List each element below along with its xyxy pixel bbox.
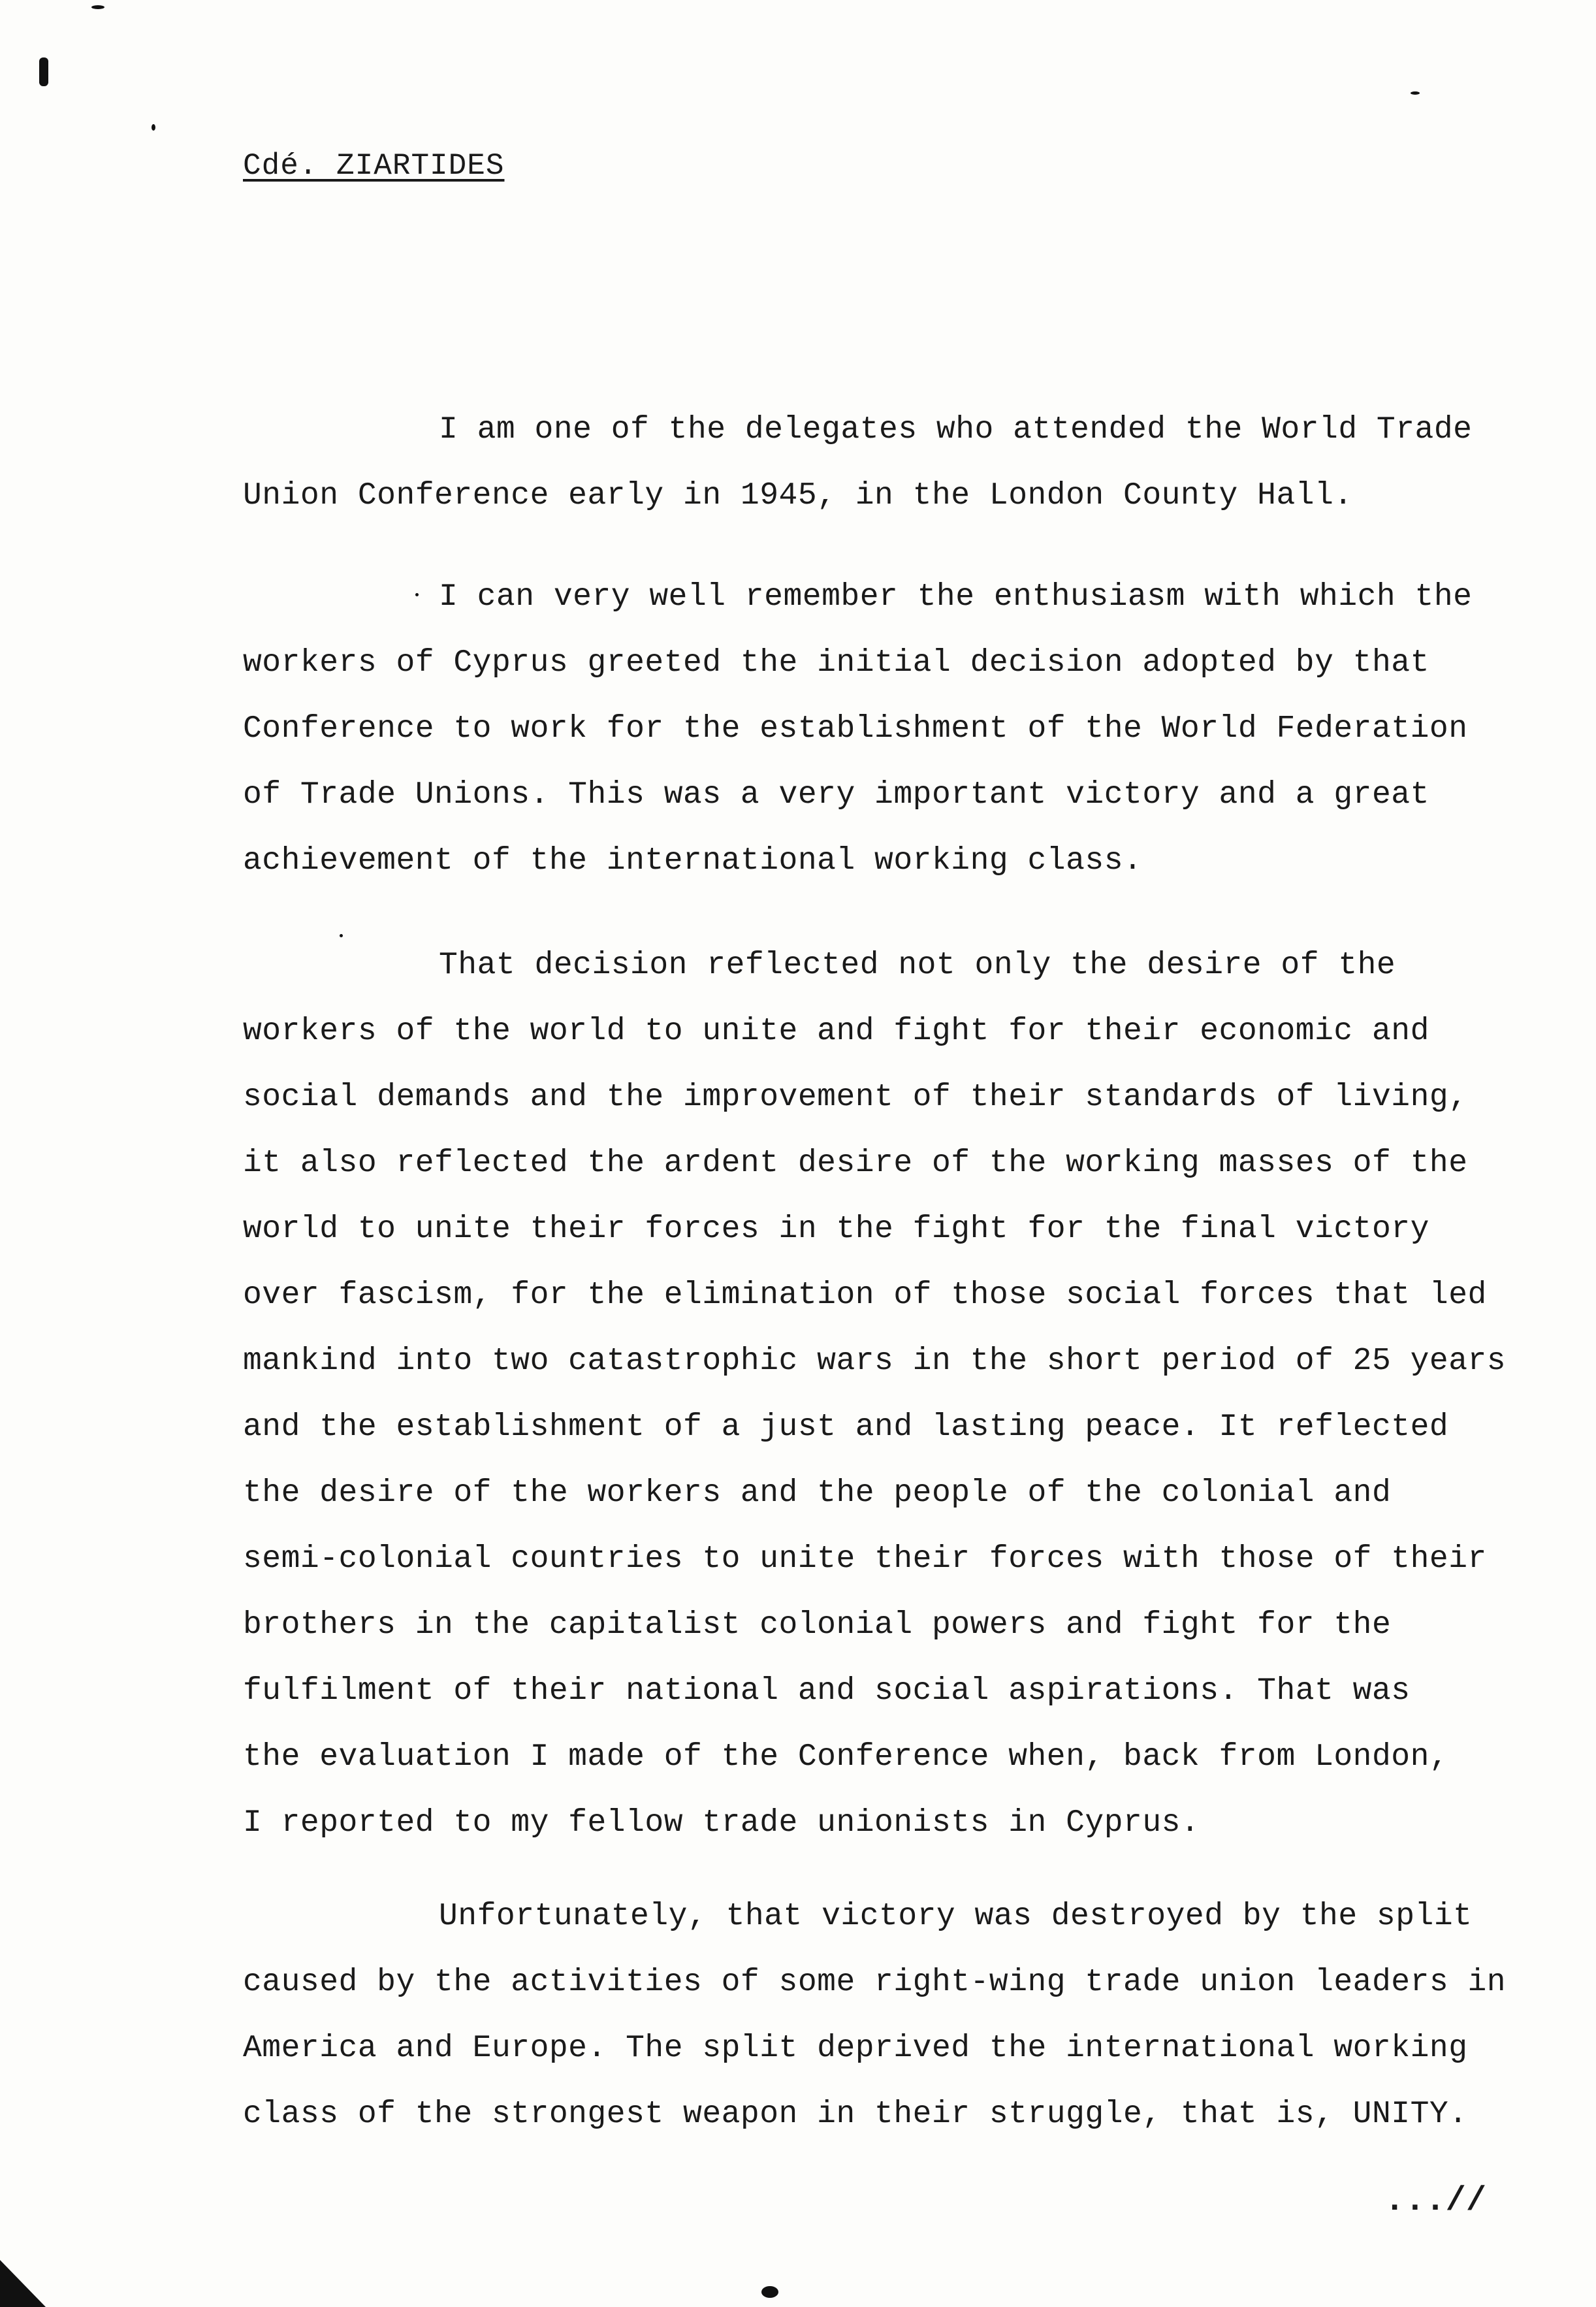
paragraph-line: semi-colonial countries to unite their forces with those of their [243, 1541, 1487, 1577]
paragraph-3 [243, 933, 1536, 1856]
paragraph-1 [243, 397, 1536, 529]
scan-speck [152, 124, 155, 131]
paragraph-line: workers of the world to unite and fight for their economic and [243, 1014, 1429, 1049]
paragraph-line: brothers in the capitalist colonial powers and fight for the [243, 1607, 1392, 1643]
paragraph-line: workers of Cyprus greeted the initial decision adopted by that [243, 645, 1429, 681]
paragraph-line: and the establishment of a just and lasting peace. It reflected [243, 1410, 1449, 1445]
paragraph-line: I can very well remember the enthusiasm with which the [439, 579, 1473, 615]
paragraph-line: the evaluation I made of the Conference when, back from London, [243, 1739, 1449, 1775]
paragraph-line: it also reflected the ardent desire of the working masses of the [243, 1146, 1468, 1181]
paragraph-line: over fascism, for the elimination of those social forces that led [243, 1278, 1487, 1313]
paragraph-line: fulfilment of their national and social aspirations. That was [243, 1673, 1411, 1709]
continuation-mark: ...// [1384, 2182, 1487, 2220]
paragraph-line: social demands and the improvement of their standards of living, [243, 1080, 1468, 1115]
document-heading: Cdé. ZIARTIDES [243, 149, 505, 183]
paragraph-line: Union Conference early in 1945, in the London County Hall. [243, 478, 1353, 513]
paragraph-4 [243, 1884, 1536, 2148]
paragraph-2 [243, 564, 1536, 894]
scan-corner-mark [0, 2260, 46, 2307]
paragraph-line: Conference to work for the establishment of the World Federation [243, 711, 1468, 747]
scan-speck [39, 57, 48, 86]
paragraph-line: the desire of the workers and the people of the colonial and [243, 1476, 1392, 1511]
paragraph-line: I am one of the delegates who attended the World Trade [439, 412, 1473, 447]
paragraph-line: Unfortunately, that victory was destroyed by the split [439, 1899, 1473, 1934]
paragraph-line: That decision reflected not only the desire of the [439, 948, 1396, 983]
paragraph-line: class of the strongest weapon in their struggle, that is, UNITY. [243, 2097, 1468, 2132]
paragraph-line: of Trade Unions. This was a very important victory and a great [243, 777, 1429, 813]
paragraph-line: I reported to my fellow trade unionists in Cyprus. [243, 1805, 1200, 1841]
scan-speck [1411, 91, 1420, 95]
paragraph-line: America and Europe. The split deprived the international working [243, 2031, 1468, 2066]
paragraph-line: world to unite their forces in the fight for the final victory [243, 1212, 1429, 1247]
paragraph-line: mankind into two catastrophic wars in the short period of 25 years [243, 1344, 1507, 1379]
scan-speck [91, 5, 104, 9]
scan-speck [761, 2286, 778, 2298]
paragraph-line: achievement of the international working class. [243, 843, 1143, 879]
paragraph-line: caused by the activities of some right-wing trade union leaders in [243, 1965, 1507, 2000]
